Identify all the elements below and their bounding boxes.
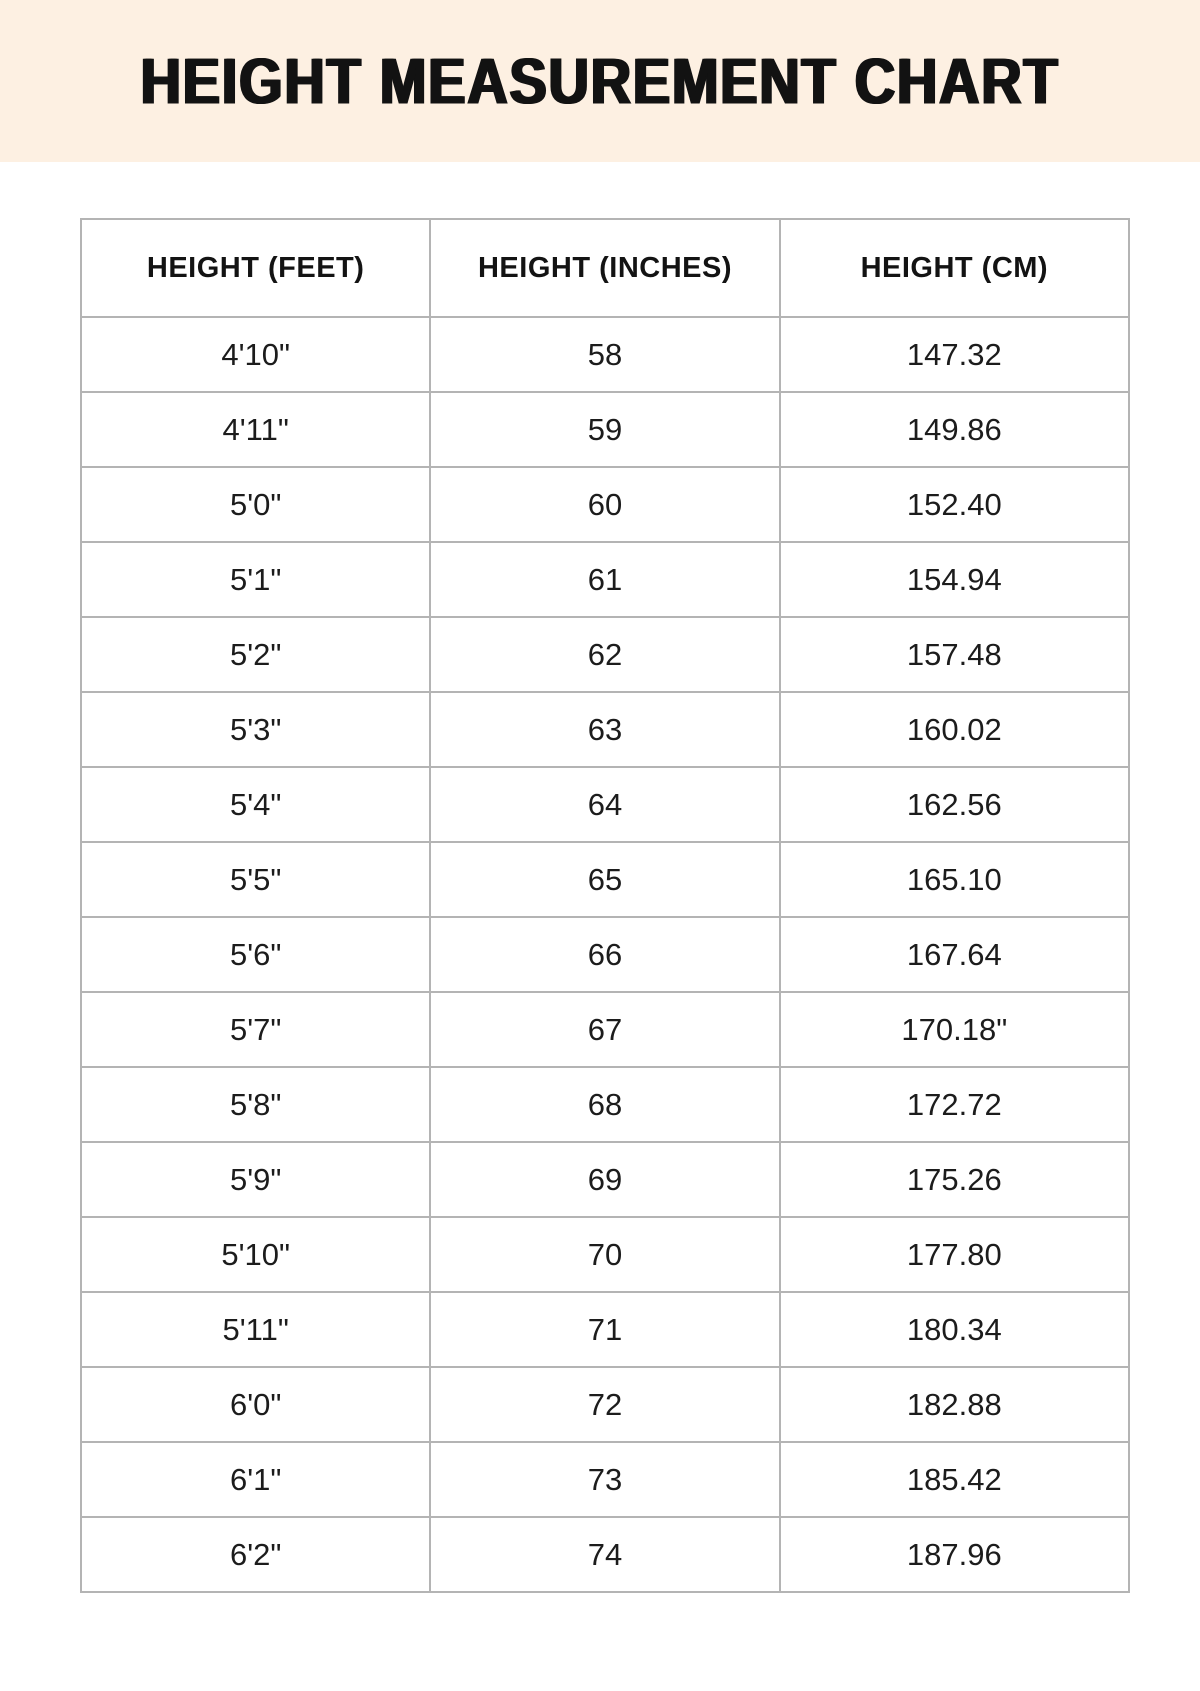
cell-cm: 187.96 — [780, 1517, 1129, 1592]
table-row — [81, 542, 1129, 617]
page-title: HEIGHT MEASUREMENT CHART — [140, 44, 1060, 118]
cell-inches: 65 — [430, 842, 779, 917]
cell-feet: 5'8" — [81, 1067, 430, 1142]
cell-inches: 74 — [430, 1517, 779, 1592]
cell-cm: 160.02 — [780, 692, 1129, 767]
cell-inches: 73 — [430, 1442, 779, 1517]
cell-inches: 64 — [430, 767, 779, 842]
cell-feet: 5'5" — [81, 842, 430, 917]
table-row — [81, 317, 1129, 392]
cell-feet: 4'10" — [81, 317, 430, 392]
cell-inches: 58 — [430, 317, 779, 392]
cell-cm: 167.64 — [780, 917, 1129, 992]
cell-inches: 71 — [430, 1292, 779, 1367]
cell-inches: 69 — [430, 1142, 779, 1217]
cell-inches: 67 — [430, 992, 779, 1067]
table-row — [81, 767, 1129, 842]
title-banner — [0, 0, 1200, 162]
cell-inches: 70 — [430, 1217, 779, 1292]
cell-inches: 63 — [430, 692, 779, 767]
cell-inches: 60 — [430, 467, 779, 542]
height-table — [80, 218, 1130, 1593]
cell-feet: 4'11" — [81, 392, 430, 467]
cell-inches: 59 — [430, 392, 779, 467]
cell-feet: 6'1" — [81, 1442, 430, 1517]
cell-cm: 152.40 — [780, 467, 1129, 542]
cell-cm: 172.72 — [780, 1067, 1129, 1142]
height-table-body — [81, 317, 1129, 1592]
table-row — [81, 1067, 1129, 1142]
cell-feet: 5'0" — [81, 467, 430, 542]
column-header-cm: HEIGHT (CM) — [780, 219, 1129, 317]
cell-cm: 185.42 — [780, 1442, 1129, 1517]
table-row — [81, 1367, 1129, 1442]
table-row — [81, 617, 1129, 692]
table-row — [81, 992, 1129, 1067]
column-header-feet: HEIGHT (FEET) — [81, 219, 430, 317]
cell-cm: 182.88 — [780, 1367, 1129, 1442]
table-row — [81, 1442, 1129, 1517]
cell-feet: 6'0" — [81, 1367, 430, 1442]
cell-feet: 5'4" — [81, 767, 430, 842]
cell-feet: 5'1" — [81, 542, 430, 617]
cell-cm: 170.18" — [780, 992, 1129, 1067]
table-row — [81, 1142, 1129, 1217]
cell-cm: 157.48 — [780, 617, 1129, 692]
table-row — [81, 1217, 1129, 1292]
cell-feet: 5'3" — [81, 692, 430, 767]
table-row — [81, 1292, 1129, 1367]
cell-inches: 68 — [430, 1067, 779, 1142]
cell-cm: 180.34 — [780, 1292, 1129, 1367]
cell-cm: 165.10 — [780, 842, 1129, 917]
column-header-inches: HEIGHT (INCHES) — [430, 219, 779, 317]
table-row — [81, 917, 1129, 992]
table-row — [81, 467, 1129, 542]
cell-inches: 61 — [430, 542, 779, 617]
table-row — [81, 1517, 1129, 1592]
cell-feet: 5'10" — [81, 1217, 430, 1292]
cell-cm: 147.32 — [780, 317, 1129, 392]
cell-cm: 177.80 — [780, 1217, 1129, 1292]
cell-feet: 5'6" — [81, 917, 430, 992]
cell-feet: 5'9" — [81, 1142, 430, 1217]
table-row — [81, 392, 1129, 467]
cell-inches: 66 — [430, 917, 779, 992]
cell-feet: 5'2" — [81, 617, 430, 692]
cell-feet: 6'2" — [81, 1517, 430, 1592]
table-row — [81, 842, 1129, 917]
cell-cm: 162.56 — [780, 767, 1129, 842]
cell-cm: 154.94 — [780, 542, 1129, 617]
table-row — [81, 692, 1129, 767]
height-table-header — [81, 219, 1129, 317]
cell-inches: 72 — [430, 1367, 779, 1442]
cell-inches: 62 — [430, 617, 779, 692]
cell-feet: 5'11" — [81, 1292, 430, 1367]
header-row — [81, 219, 1129, 317]
cell-feet: 5'7" — [81, 992, 430, 1067]
cell-cm: 149.86 — [780, 392, 1129, 467]
cell-cm: 175.26 — [780, 1142, 1129, 1217]
